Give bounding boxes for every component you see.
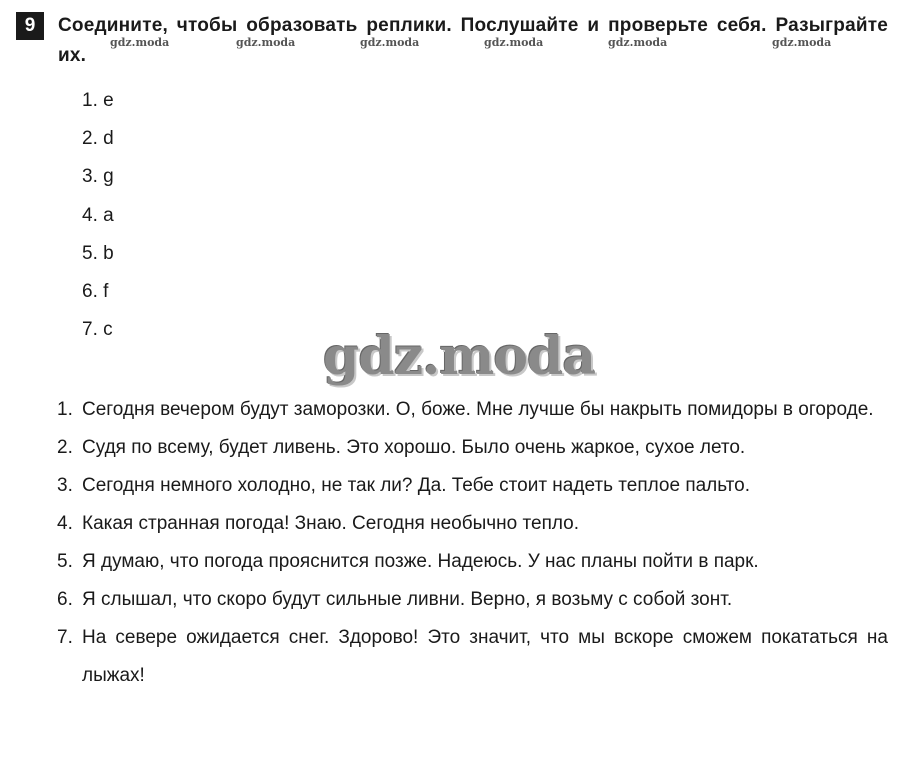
answer-item: 7. c <box>82 319 113 341</box>
translation-item <box>57 619 888 695</box>
item-text: Какая странная погода! Знаю. Сегодня необычно тепло. <box>82 513 580 534</box>
watermark-small: gdz.moda <box>360 36 420 49</box>
item-text: Сегодня вечером будут заморозки. О, боже. Мне лучше бы накрыть помидоры в огороде. <box>82 399 874 420</box>
answer-item: 5. b <box>82 242 114 264</box>
translation-item <box>57 391 888 429</box>
item-number: 6. <box>57 589 73 610</box>
task-number-badge: 9 <box>16 12 44 40</box>
watermark-small: gdz.moda <box>236 36 296 49</box>
translation-list <box>57 391 888 695</box>
watermark-small: gdz.moda <box>484 36 544 49</box>
watermark-logo: gdz.moda <box>323 326 596 387</box>
item-text: Я думаю, что погода прояснится позже. Надеюсь. У нас планы пойти в парк. <box>82 551 759 572</box>
translation-item <box>57 581 888 619</box>
answer-key-list <box>82 88 114 355</box>
item-number: 2. <box>57 437 73 458</box>
item-number: 5. <box>57 551 73 572</box>
translation-item <box>57 467 888 505</box>
translation-item <box>57 429 888 467</box>
answer-item: 6. f <box>82 280 109 302</box>
item-number: 3. <box>57 475 73 496</box>
watermark-small: gdz.moda <box>772 36 832 49</box>
item-number: 1. <box>57 399 73 420</box>
item-text: Сегодня немного холодно, не так ли? Да. Тебе стоит надеть теплое пальто. <box>82 475 751 496</box>
watermark-small: gdz.moda <box>608 36 668 49</box>
answer-item: 1. e <box>82 90 114 111</box>
item-number: 4. <box>57 513 73 534</box>
answer-item: 4. a <box>82 204 114 226</box>
task-instruction: Соедините, чтобы образовать реплики. Послушайте и проверьте себя. Разыграйте их. <box>58 15 888 66</box>
item-text: На севере ожидается снег. Здорово! Это значит, что мы вскоре сможем покататься на лыжах! <box>82 627 888 686</box>
answer-item: 2. d <box>82 128 114 150</box>
translation-item <box>57 505 888 543</box>
translation-item <box>57 543 888 581</box>
item-text: Я слышал, что скоро будут сильные ливни. Верно, я возьму с собой зонт. <box>82 589 733 610</box>
watermark-small: gdz.moda <box>110 36 170 49</box>
item-number: 7. <box>57 627 73 648</box>
item-text: Судя по всему, будет ливень. Это хорошо. Было очень жаркое, сухое лето. <box>82 437 746 458</box>
answer-item: 3. g <box>82 166 114 188</box>
